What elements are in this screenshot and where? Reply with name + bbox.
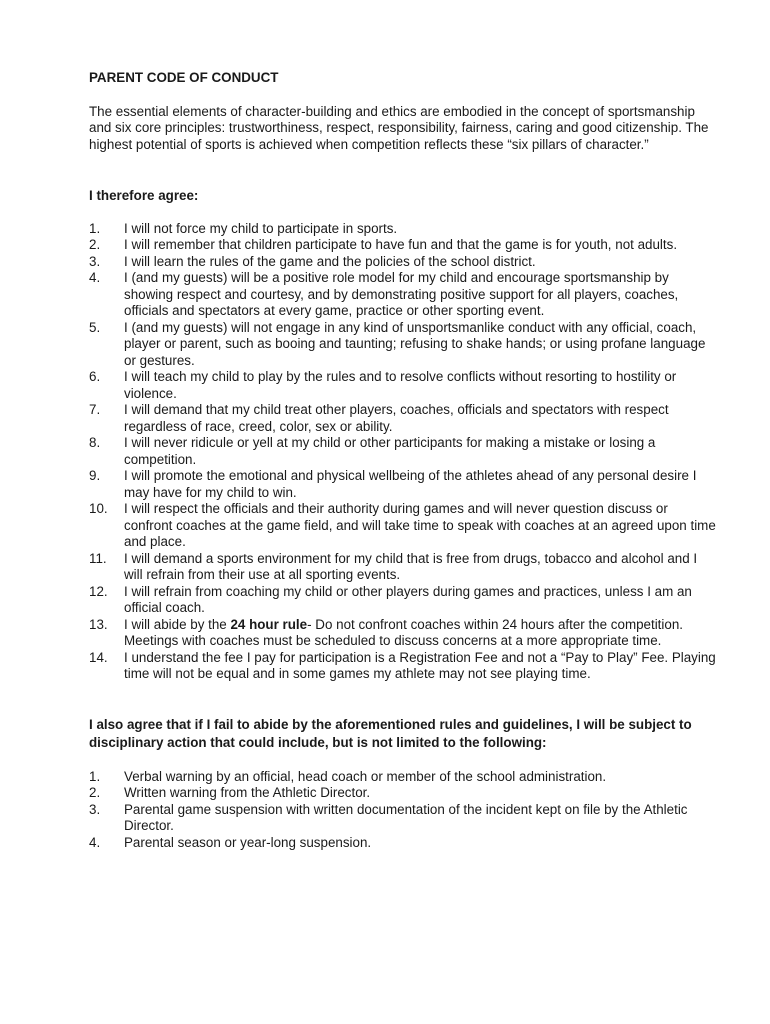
item-text: Parental game suspension with written documentation of the incident kept on file by the Athletic Director. <box>124 801 688 833</box>
list-item <box>89 435 719 468</box>
list-item <box>89 369 719 402</box>
item-number: 3. <box>89 801 101 817</box>
page-title: PARENT CODE OF CONDUCT <box>89 70 279 85</box>
list-item <box>89 769 719 786</box>
item-text: I will never ridicule or yell at my child or other participants for making a mistake or losing a competition. <box>124 435 656 467</box>
item-number: 11. <box>89 550 107 566</box>
item-number: 2. <box>89 785 101 800</box>
agreement-list <box>89 221 719 683</box>
item-number: 7. <box>89 402 101 417</box>
list-item <box>89 237 719 254</box>
item-text: I will remember that children participate to have fun and that the game is for youth, not adults. <box>124 237 678 252</box>
discipline-heading: I also agree that if I fail to abide by the aforementioned rules and guidelines, I will be subject to disciplinary action that could include, but is not limited to the following: <box>89 716 692 750</box>
item-number: 13. <box>89 616 108 632</box>
item-number: 2. <box>89 237 101 252</box>
item-text: Written warning from the Athletic Director. <box>124 785 371 800</box>
list-item <box>89 551 719 584</box>
item-text: I understand the fee I pay for participation is a Registration Fee and not a “Pay to Play” Fee. Playing time will not be equal and in some games my athlete may not see playing time. <box>124 649 716 681</box>
item-number: 4. <box>89 270 101 285</box>
item-number: 3. <box>89 253 101 269</box>
item-text: I will promote the emotional and physical wellbeing of the athletes ahead of any personal desire I may have for my child to win. <box>124 468 697 500</box>
list-item <box>89 320 719 370</box>
item-text-after: - Do not confront coaches within 24 hours after the competition. Meetings with coaches must be scheduled to discuss concerns at a more appropriate time. <box>124 616 683 648</box>
list-item <box>89 617 719 650</box>
item-text: I will learn the rules of the game and the policies of the school district. <box>124 253 536 269</box>
item-text: I will not force my child to participate in sports. <box>124 220 398 236</box>
item-number: 12. <box>89 583 108 599</box>
list-item <box>89 584 719 617</box>
list-item <box>89 835 719 852</box>
item-text <box>124 617 719 650</box>
list-item <box>89 501 719 551</box>
intro-paragraph: The essential elements of character-building and ethics are embodied in the concept of sportsmanship and six core principles: trustworthiness, respect, responsibility, fairness, caring and good citizenship. The highest potential of sports is achieved when competition reflects these “six pillars of character.” <box>89 103 709 152</box>
rule-emphasis: 24 hour rule <box>230 616 308 632</box>
item-text: I will demand a sports environment for my child that is free from drugs, tobacco and alcohol and I will refrain from their use at all sporting events. <box>124 550 698 582</box>
list-item <box>89 802 719 835</box>
discipline-list <box>89 769 719 852</box>
item-text: I will demand that my child treat other players, coaches, officials and spectators with respect regardless of race, creed, color, sex or ability. <box>124 402 669 434</box>
item-number: 9. <box>89 468 101 483</box>
item-text: I will teach my child to play by the rules and to resolve conflicts without resorting to hostility or violence. <box>124 369 677 401</box>
item-text: I (and my guests) will not engage in any kind of unsportsmanlike conduct with any official, coach, player or parent, such as booing and taunting; refusing to shake hands; or using profane language or gestures. <box>124 319 706 368</box>
item-number: 10. <box>89 501 108 516</box>
list-item <box>89 270 719 320</box>
item-number: 1. <box>89 220 101 236</box>
item-text: Parental season or year-long suspension. <box>124 834 372 850</box>
list-item <box>89 254 719 271</box>
item-text: I (and my guests) will be a positive role model for my child and encourage sportsmanship by showing respect and courtesy, and by demonstrating positive support for all players, coaches, officials and spectators at every game, practice or other sporting event. <box>124 270 679 318</box>
list-item <box>89 402 719 435</box>
list-item <box>89 785 719 802</box>
list-item <box>89 221 719 238</box>
item-text-before: I will abide by the <box>124 616 231 632</box>
list-item <box>89 650 719 683</box>
item-text: I will respect the officials and their authority during games and will never question discuss or confront coaches at the game field, and will take time to speak with coaches at an agreed upon time and place. <box>124 501 716 549</box>
item-number: 6. <box>89 369 101 384</box>
list-item <box>89 468 719 501</box>
item-number: 14. <box>89 649 108 665</box>
item-number: 1. <box>89 768 101 784</box>
item-text: Verbal warning by an official, head coach or member of the school administration. <box>124 768 607 784</box>
item-number: 5. <box>89 319 101 335</box>
item-text: I will refrain from coaching my child or other players during games and practices, unless I am an official coach. <box>124 583 692 615</box>
item-number: 8. <box>89 435 101 450</box>
agree-heading: I therefore agree: <box>89 188 199 203</box>
item-number: 4. <box>89 834 101 850</box>
document-page <box>89 70 719 851</box>
